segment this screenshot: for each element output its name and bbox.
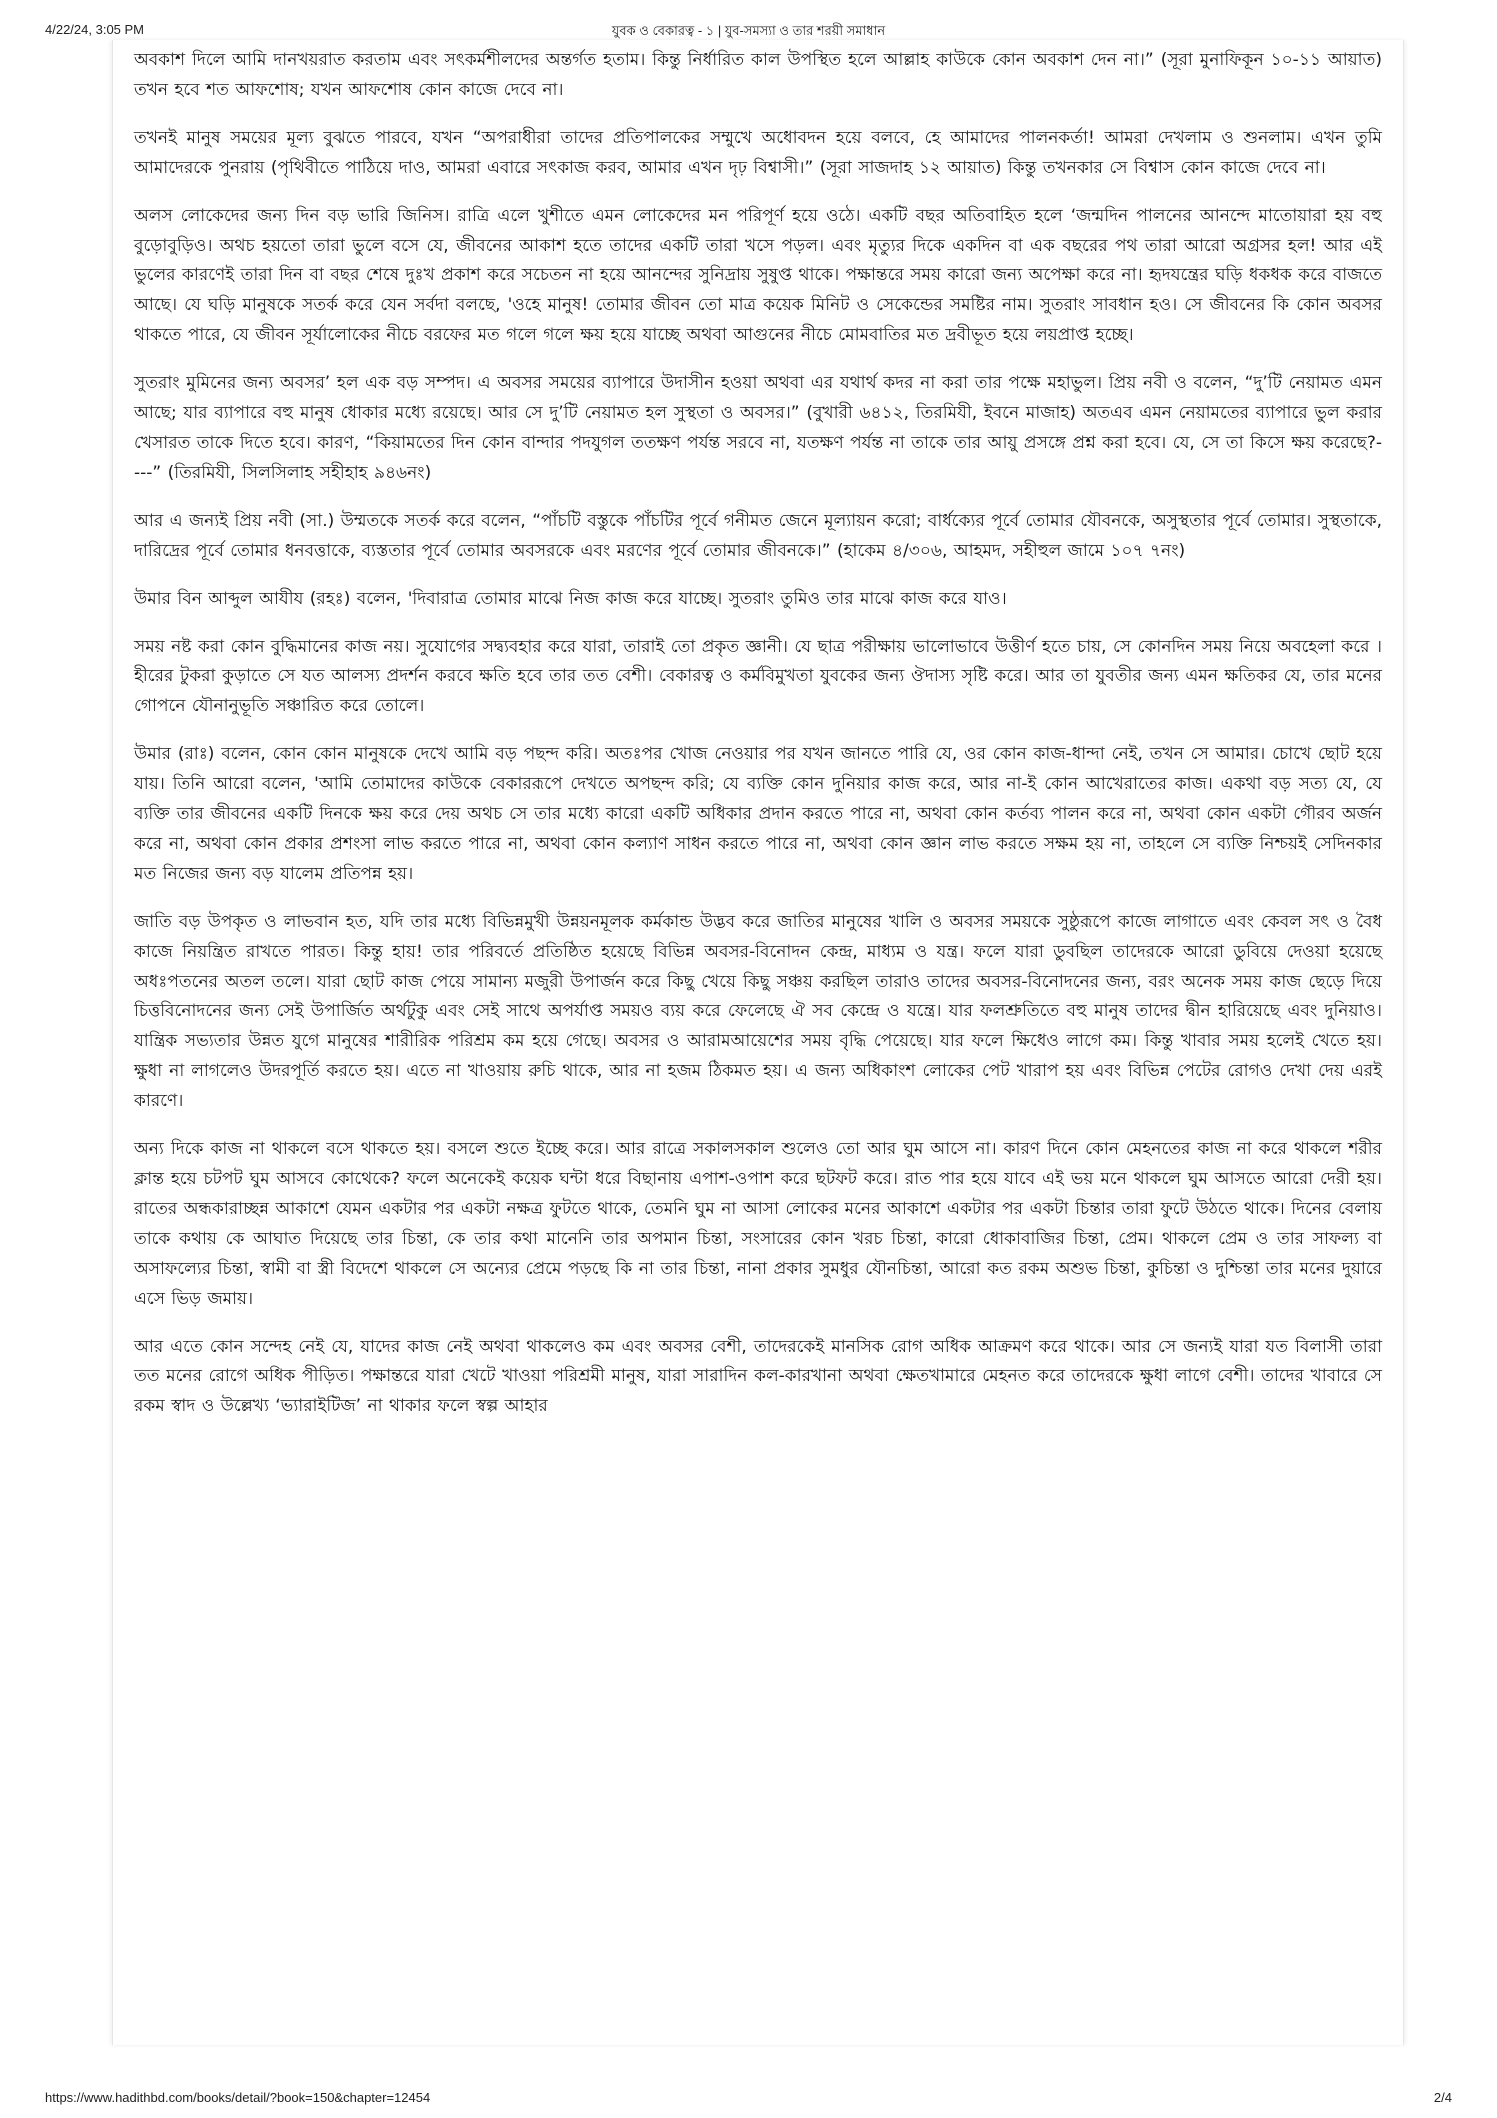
paragraph: আর এতে কোন সন্দেহ নেই যে, যাদের কাজ নেই অথবা থাকলেও কম এবং অবসর বেশী, তাদেরকেই মানসিক রোগ অধিক আক্রমণ করে থাকে। আর সে জন্যই যারা যত বিলাসী তারা তত মনের রোগে অধিক পীড়িত। পক্ষান্তরে যারা খেটে খাওয়া পরিশ্রমী মানুষ, যারা সারাদিন কল-কারখানা অথবা ক্ষেতখামারে মেহনত করে তাদেরকে ক্ষুধা লাগে বেশী। তাদের খাবারে সে রকম স্বাদ ও উল্লেখ্য ‘ভ্যারাইটিজ’ না থাকার ফলে স্বল্প আহার: [134, 1336, 1382, 1417]
paragraph: তখনই মানুষ সময়ের মূল্য বুঝতে পারবে, যখন “অপরাধীরা তাদের প্রতিপালকের সম্মুখে অধোবদন হয়ে বলবে, হে আমাদের পালনকর্তা! আমরা দেখলাম ও শুনলাম। এখন তুমি আমাদেরকে পুনরায় (পৃথিবীতে পাঠিয়ে দাও, আমরা এবারে সৎকাজ করব, আমার এখন দৃঢ় বিশ্বাসী।” (সূরা সাজদাহ ১২ আয়াত) কিন্তু তখনকার সে বিশ্বাস কোন কাজে দেবে না।: [134, 127, 1382, 178]
print-footer: [45, 2090, 1452, 2108]
paragraph: অলস লোকেদের জন্য দিন বড় ভারি জিনিস। রাত্রি এলে খুশীতে এমন লোকেদের মন পরিপূর্ণ হয়ে ওঠে। একটি বছর অতিবাহিত হলে ‘জন্মদিন পালনের আনন্দে মাতোয়ারা হয় বহু বুড়োবুড়িও। অথচ হয়তো তারা ভুলে বসে যে, জীবনের আকাশ হতে তাদের একটি তারা খসে পড়ল। এবং মৃত্যুর দিকে একদিন বা এক বছরের পথ তারা আরো অগ্রসর হল! আর এই ভুলের কারণেই তারা দিন বা বছর শেষে দুঃখ প্রকাশ করে সচেতন না হয়ে আনন্দের সুনিদ্রায় সুষুপ্ত থাকে। পক্ষান্তরে সময় কারো জন্য অপেক্ষা করে না। হৃদযন্ত্রের ঘড়ি ধকধক করে বাজতে আছে। যে ঘড়ি মানুষকে সতর্ক করে যেন সর্বদা বলছে, 'ওহে মানুষ! তোমার জীবন তো মাত্র কয়েক মিনিট ও সেকেন্ডের সমষ্টির নাম। সুতরাং সাবধান হও। সে জীবনের কি কোন অবসর থাকতে পারে, যে জীবন সূর্যালোকের নীচে বরফের মত গলে গলে ক্ষয় হয়ে যাচ্ছে অথবা আগুনের নীচে মোমবাতির মত দ্রবীভূত হয়ে লয়প্রাপ্ত হচ্ছে।: [134, 205, 1382, 346]
paragraph: অবকাশ দিলে আমি দানখয়রাত করতাম এবং সৎকর্মশীলদের অন্তর্গত হতাম। কিন্তু নির্ধারিত কাল উপস্থিত হলে আল্লাহ কাউকে কোন অবকাশ দেন না।” (সূরা মুনাফিকূন ১০-১১ আয়াত) তখন হবে শত আফশোষ; যখন আফশোষ কোন কাজে দেবে না।: [134, 50, 1382, 100]
paragraph: সময় নষ্ট করা কোন বুদ্ধিমানের কাজ নয়। সুযোগের সদ্ব্যবহার করে যারা, তারাই তো প্রকৃত জ্ঞানী। যে ছাত্র পরীক্ষায় ভালোভাবে উত্তীর্ণ হতে চায়, সে কোনদিন সময় নিয়ে অবহেলা করে । হীরের টুকরা কুড়াতে সে যত আলস্য প্রদর্শন করবে ক্ষতি হবে তার তত বেশী। বেকারত্ব ও কর্মবিমুখতা যুবকের জন্য ঔদাস্য সৃষ্টি করে। আর তা যুবতীর জন্য এমন ক্ষতিকর যে, তার মনের গোপনে যৌনানুভূতি সঞ্চারিত করে তোলে।: [134, 636, 1382, 717]
page-url-link[interactable]: https://www.hadithbd.com/books/detail/?book=150&chapter=12454: [45, 2090, 431, 2105]
paragraph: অন্য দিকে কাজ না থাকলে বসে থাকতে হয়। বসলে শুতে ইচ্ছে করে। আর রাত্রে সকালসকাল শুলেও তো আর ঘুম আসে না। কারণ দিনে কোন মেহনতের কাজ না করে থাকলে শরীর ক্লান্ত হয়ে চটপট ঘুম আসবে কোথেকে? ফলে অনেকেই কয়েক ঘন্টা ধরে বিছানায় এপাশ-ওপাশ করে ছটফট করে। রাত পার হয়ে যাবে এই ভয় মনে থাকলে ঘুম আসতে আরো দেরী হয়। রাতের অন্ধকারাচ্ছন্ন আকাশে যেমন একটার পর একটা নক্ষত্র ফুটতে থাকে, তেমনি ঘুম না আসা লোকের মনের আকাশে একটার পর একটা চিন্তার তারা ফুটে উঠতে থাকে। দিনের বেলায় তাকে কথায় কে আঘাত দিয়েছে তার চিন্তা, কে তার কথা মানেনি তার অপমান চিন্তা, সংসারের কোন খরচ চিন্তা, কারো ধোকাবাজির চিন্তা, প্রেম। থাকলে প্রেম ও তার সাফল্য বা অসাফল্যের চিন্তা, স্বামী বা স্ত্রী বিদেশে থাকলে সে অন্যের প্রেমে পড়ছে কি না তার চিন্তা, নানা প্রকার সুমধুর যৌনচিন্তা, আরো কত রকম অশুভ চিন্তা, কুচিন্তা ও দুশ্চিন্তা তার মনের দুয়ারে এসে ভিড় জমায়।: [134, 1139, 1382, 1309]
page-number: 2/4: [1433, 2090, 1452, 2105]
article-body: [134, 46, 1382, 1440]
page-title: যুবক ও বেকারত্ব - ১ | যুব-সমস্যা ও তার শরয়ী সমাধান: [611, 23, 886, 38]
print-datetime: 4/22/24, 3:05 PM: [45, 22, 145, 37]
content-frame: [112, 40, 1404, 2045]
paragraph: উমার (রাঃ) বলেন, কোন কোন মানুষকে দেখে আমি বড় পছন্দ করি। অতঃপর খোজ নেওয়ার পর যখন জানতে পারি যে, ওর কোন কাজ-ধান্দা নেই, তখন সে আমার। চোখে ছোট হয়ে যায়। তিনি আরো বলেন, 'আমি তোমাদের কাউকে বেকাররূপে দেখতে অপছন্দ করি; যে ব্যক্তি কোন দুনিয়ার কাজ করে, আর না-ই কোন আখেরাতের কাজ। একথা বড় সত্য যে, যে ব্যক্তি তার জীবনের একটি দিনকে ক্ষয় করে দেয় অথচ সে তার মধ্যে কারো একটি অধিকার প্রদান করতে পারে না, অথবা কোন কর্তব্য পালন করে না, অথবা কোন একটা গৌরব অর্জন করে না, অথবা কোন প্রকার প্রশংসা লাভ করতে পারে না, অথবা কোন কল্যাণ সাধন করতে পারে না, অথবা কোন জ্ঞান লাভ করতে সক্ষম হয় না, তাহলে সে ব্যক্তি নিশ্চয়ই সেদিনকার মত নিজের জন্য বড় যালেম প্রতিপন্ন হয়।: [134, 744, 1382, 884]
print-header: [45, 22, 1452, 40]
paragraph: আর এ জন্যই প্রিয় নবী (সা.) উম্মতকে সতর্ক করে বলেন, “পাঁচটি বস্তুকে পাঁচটির পূর্বে গনীমত জেনে মূল্যায়ন করো; বার্ধক্যের পূর্বে তোমার যৌবনকে, অসুস্থতার পূর্বে তোমার। সুস্থতাকে, দারিদ্রের পূর্বে তোমার ধনবত্তাকে, ব্যস্ততার পূর্বে তোমার অবসরকে এবং মরণের পূর্বে তোমার জীবনকে।” (হাকেম ৪/৩০৬, আহমদ, সহীহুল জামে ১০৭ ৭নং): [134, 510, 1382, 561]
paragraph: উমার বিন আব্দুল আযীয (রহঃ) বলেন, 'দিবারাত্র তোমার মাঝে নিজ কাজ করে যাচ্ছে। সুতরাং তুমিও তার মাঝে কাজ করে যাও।: [134, 588, 1007, 609]
paragraph: জাতি বড় উপকৃত ও লাভবান হত, যদি তার মধ্যে বিভিন্নমুখী উন্নয়নমূলক কর্মকান্ড উদ্ভব করে জাতির মানুষের খালি ও অবসর সময়কে সুষ্ঠুরূপে কাজে লাগাতে এবং কেবল সৎ ও বৈধ কাজে নিয়ন্ত্রিত রাখতে পারত। কিন্তু হায়! তার পরিবর্তে প্রতিষ্ঠিত হয়েছে বিভিন্ন অবসর-বিনোদন কেন্দ্র, মাধ্যম ও যন্ত্র। ফলে যারা ডুবছিল তাদেরকে আরো ডুবিয়ে দেওয়া হয়েছে অধঃপতনের অতল তলে। যারা ছোট কাজ পেয়ে সামান্য মজুরী উপার্জন করে কিছু খেয়ে কিছু সঞ্চয় করছিল তারাও তাদের অবসর-বিনোদনের জন্য, বরং অনেক সময় কাজ ছেড়ে দিয়ে চিত্তবিনোদনের জন্য সেই উপার্জিত অর্থটুকু এবং সেই সাথে অপর্যাপ্ত সময়ও ব্যয় করে ফেলেছে ঐ সব কেন্দ্রে ও যন্ত্রে। যার ফলশ্রুতিতে বহু মানুষ তাদের দ্বীন হারিয়েছে এবং দুনিয়াও। যান্ত্রিক সভ্যতার উন্নত যুগে মানুষের শারীরিক পরিশ্রম কম হয়ে গেছে। অবসর ও আরামআয়েশের সময় বৃদ্ধি পেয়েছে। যার ফলে ক্ষিধেও লাগে কম। কিন্তু খাবার সময় হলেই খেতে হয়। ক্ষুধা না লাগলেও উদরপূর্তি করতে হয়। এতে না খাওয়ায় রুচি থাকে, আর না হজম ঠিকমত হয়। এ জন্য অধিকাংশ লোকের পেট খারাপ হয় এবং বিভিন্ন পেটের রোগও দেখা দেয় এরই কারণে।: [134, 911, 1382, 1112]
paragraph: সুতরাং মুমিনের জন্য অবসর’ হল এক বড় সম্পদ। এ অবসর সময়ের ব্যাপারে উদাসীন হওয়া অথবা এর যথার্থ কদর না করা তার পক্ষে মহাভুল। প্রিয় নবী ও বলেন, “দু’টি নেয়ামত এমন আছে; যার ব্যাপারে বহু মানুষ ধোকার মধ্যে রয়েছে। আর সে দু’টি নেয়ামত হল সুস্থতা ও অবসর।” (বুখারী ৬৪১২, তিরমিযী, ইবনে মাজাহ) অতএব এমন নেয়ামতের ব্যাপারে ভুল করার খেসারত তাকে দিতে হবে। কারণ, “কিয়ামতের দিন কোন বান্দার পদযুগল ততক্ষণ পর্যন্ত সরবে না, যতক্ষণ পর্যন্ত না তাকে তার আয়ু প্রসঙ্গে প্রশ্ন করা হবে। যে, সে তা কিসে ক্ষয় করেছে?----” (তিরমিযী, সিলসিলাহ সহীহাহ ৯৪৬নং): [134, 373, 1382, 483]
